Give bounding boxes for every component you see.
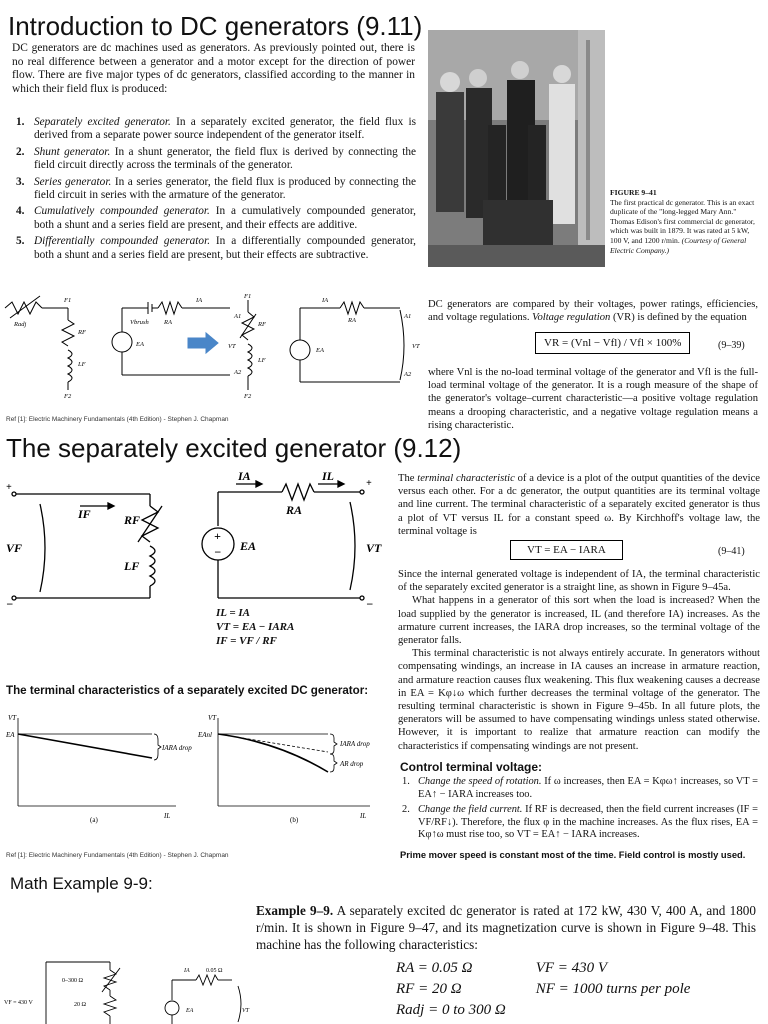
para-armature-reaction: This terminal characteristic is not always entirely accurate. In generators without compensating windings, an increase in IA causes an increase in armature reaction, and armature reaction causes flux weakening. This flux weakening causes a decrease in EA = Kφ↓ω which further decreases the terminal voltage of the generator. The resulting terminal characteristic is shown in Figure 9–45b. In all future plots, the generators will be assumed to have compensating windings unless stated otherwise. However, it is important to realize that armature reaction can modify the characteristics if compensating windings are not present. [398, 648, 760, 752]
vt-equation-box [510, 540, 623, 560]
example-vt-label: VT [242, 1008, 250, 1014]
plot-a-ylabel: VT [8, 714, 17, 722]
figure-credit: (Courtesy of General Electric Company.) [610, 235, 747, 255]
label-vt: VT [366, 541, 382, 555]
example-parameters [396, 958, 720, 1021]
figure-label: FIGURE 9–41 [610, 188, 657, 197]
label-lf: LF [78, 361, 86, 368]
circuit-diagram-separately-excited-2 [0, 470, 395, 670]
terminal-characteristic-text: The terminal characteristic of a device is a plot of the output quantities of the device versus each other. For a dc generator, the output quantities are its terminal voltage and line current. The terminal characteristic of a separately excited generator is thus a plot of VT versus IL for a constant speed ω. By Kirchhoff's voltage law, the terminal voltage is [398, 473, 760, 537]
vr-definition-text: where Vnl is the no-load terminal voltage of the generator and Vfl is the full-load terminal voltage of the generator. It is a rough measure of the shape of the generator's voltage–current characteristic—a positive voltage regulation means a drooping characteristic, and a negative voltage regulation means a rising characteristic. [428, 367, 758, 431]
label-ia-b: IA [322, 297, 329, 304]
param-row [396, 979, 720, 1000]
param-vf: VF = 430 V [535, 960, 608, 976]
label-ra: RA [286, 503, 303, 517]
label-rf: RF [78, 329, 86, 336]
section1-title: Introduction to DC generators (9.11) [8, 11, 423, 41]
equation-il: IL = IA [216, 607, 250, 619]
terminal-characteristics-title: The terminal characteristics of a separately excited DC generator: [6, 684, 369, 697]
plus-sign-ea: + [214, 529, 221, 543]
control-methods-list [402, 776, 758, 845]
plot-a-xlabel: IL [164, 812, 171, 820]
example-vf-label: VF = 430 V [4, 1000, 33, 1006]
equation-vt: VT = EA − IARA [216, 621, 295, 633]
edison-generator-photo [428, 30, 605, 267]
example-circuit-diagram [0, 956, 250, 1024]
vt-equation: VT = EA − IARA [510, 540, 623, 560]
minus-sign-right: − [366, 597, 374, 611]
label-vt: VT [228, 343, 236, 350]
plot-b-drop1-label: IARA drop [340, 740, 370, 748]
label-ra: RA [164, 319, 172, 326]
section2-title: The separately excited generator (9.12) [6, 433, 462, 463]
example-body: A separately excited dc generator is rated at 172 kW, 430 V, 400 A, and 1800 r/min. It is shown in Figure 9–47, and its magnetization curve is shown in Figure 9–48. This machine has the following characteristics: [256, 903, 756, 952]
param-rf: RF = 20 Ω [396, 981, 462, 997]
plot-b-caption: (b) [290, 816, 299, 824]
type-item: 5. Differentially compounded generator. In a differentially compounded generator, both a shunt and a series field are present, but their effects are subtractive. [16, 235, 416, 261]
label-f1: F1 [64, 297, 72, 304]
type-item: 3. Series generator. In a series generator, the field flux is produced by connecting the field circuit in series with the armature of the generator. [16, 175, 416, 202]
reference-1: Ref [1]: Electric Machinery Fundamentals (4th Edition) - Stephen J. Chapman [6, 416, 229, 423]
type-item: 2. Shunt generator. In a shunt generator, the field flux is derived by connecting the field circuit directly across the terminals of the generator. [16, 145, 416, 172]
example-ra-label: 0.05 Ω [206, 968, 223, 974]
label-ea: EA [136, 341, 144, 348]
example-ea-label: EA [186, 1008, 194, 1014]
label-vbrush: Vbrush [130, 319, 149, 326]
voltage-regulation-text: DC generators are compared by their voltages, power ratings, efficiencies, and voltage regulations. Voltage regulation (VR) is defined by the equation [428, 299, 758, 324]
terminal-characteristic-body [398, 568, 760, 753]
example-ia-label: IA [184, 968, 190, 974]
terminal-characteristic-plot-a [4, 710, 192, 824]
vr-equation-box [535, 332, 690, 354]
label-vf: VF [6, 541, 23, 555]
plot-a-ea-label: EA [6, 731, 15, 739]
circuit-equations [216, 606, 294, 648]
para-independent: Since the internal generated voltage is independent of IA, the terminal characteristic of the separately excited generator is a straight line, as shown in Figure 9–45a. [398, 569, 760, 594]
circuit-diagram-separately-excited [0, 290, 425, 400]
label-ia: IA [238, 469, 251, 483]
param-empty [536, 1000, 721, 1021]
equation-if: IF = VF / RF [216, 635, 277, 647]
example-label: Example 9–9. [256, 903, 334, 918]
label-ea-b: EA [316, 347, 324, 354]
vr-equation-number: (9–39) [718, 340, 745, 351]
control-item: 2. Change the field current. If RF is decreased, then the field current increases (IF = VF/RF↓). Therefore, the flux φ in the machine increases. As the flux rises, EA = Kφ↑ω must rise too, so VT = EA↑ − IARA increases. [402, 804, 758, 841]
label-vt-b: VT [412, 343, 420, 350]
generator-types-list [16, 116, 416, 265]
label-a1: A1 [234, 313, 242, 320]
label-a2-b: A2 [404, 371, 412, 378]
param-row [396, 1000, 720, 1021]
reference-2: Ref [1]: Electric Machinery Fundamentals (4th Edition) - Stephen J. Chapman [6, 852, 229, 859]
para-load-increase: What happens in a generator of this sort when the load is increased? When the load supplied by the generator is increased, IL (and therefore IA) increases. As the armature current increases, the IARA drop increases, so the terminal voltage of the generator falls. [398, 595, 760, 647]
minus-sign-ea: − [214, 545, 222, 559]
label-ia: IA [196, 297, 203, 304]
label-radj: Radj [14, 321, 27, 328]
type-item: 1. Separately excited generator. In a separately excited generator, the field flux is derived from a separate power source independent of the generator itself. [16, 116, 416, 142]
label-lf-b: LF [258, 357, 266, 364]
example-text [256, 902, 756, 953]
label-il: IL [322, 469, 334, 483]
control-terminal-voltage-title: Control terminal voltage: [400, 760, 543, 774]
vt-equation-number: (9–41) [718, 546, 745, 557]
section3-title: Math Example 9-9: [10, 874, 153, 893]
label-f1b: F1 [244, 293, 252, 300]
example-radj-label: 0–300 Ω [62, 978, 83, 984]
label-ea: EA [240, 539, 257, 553]
minus-sign-left: − [6, 597, 14, 611]
plot-b-ea-label: EAnl [198, 731, 212, 739]
label-f2: F2 [64, 393, 72, 400]
figure-caption [610, 188, 762, 255]
vr-equation: VR = (Vnl − Vfl) / Vfl × 100% [535, 332, 690, 354]
param-row [396, 958, 720, 979]
figure-caption-text: The first practical dc generator. This is an exact duplicate of the "long-legged Mary Ann." Thomas Edison's first commercial dc generator, which was built in 1879. It was rated at 5 kW, 100 V, and 1200 r/min. [610, 197, 755, 245]
plot-b-drop2-label: AR drop [340, 760, 364, 768]
type-item: 4. Cumulatively compounded generator. In a cumulatively compounded generator, both a shunt and a series field are present, and their effects are additive. [16, 205, 416, 231]
label-rf-b: RF [258, 321, 266, 328]
param-nf: NF = 1000 turns per pole [535, 981, 691, 997]
label-a1-b: A1 [404, 313, 412, 320]
plus-sign-right: + [366, 478, 372, 489]
plot-b-ylabel: VT [208, 714, 217, 722]
label-lf: LF [124, 559, 140, 573]
control-item: 1. Change the speed of rotation. If ω increases, then EA = Kφω↑ increases, so VT = EA↑ − IARA increases too. [402, 776, 758, 800]
plot-b-xlabel: IL [360, 812, 367, 820]
label-ra-b: RA [348, 317, 356, 324]
example-rf-label: 20 Ω [74, 1002, 86, 1008]
param-ra: RA = 0.05 Ω [396, 960, 473, 976]
plot-a-caption: (a) [90, 816, 98, 824]
label-if: IF [78, 507, 91, 521]
terminal-characteristic-plot-b [198, 710, 394, 824]
plot-a-drop-label: IARA drop [162, 744, 192, 752]
section1-intro: DC generators are dc machines used as generators. As previously pointed out, there is no real difference between a generator and a motor except for the direction of power flow. There are five major types of dc generators, classified according to the manner in which their field flux is produced: [12, 42, 415, 95]
control-note: Prime mover speed is constant most of the time. Field control is mostly used. [400, 849, 746, 860]
label-f2b: F2 [244, 393, 252, 400]
param-radj: Radj = 0 to 300 Ω [396, 1002, 506, 1018]
label-a2: A2 [234, 369, 242, 376]
label-rf: RF [124, 513, 141, 527]
plus-sign-left: + [6, 482, 12, 493]
